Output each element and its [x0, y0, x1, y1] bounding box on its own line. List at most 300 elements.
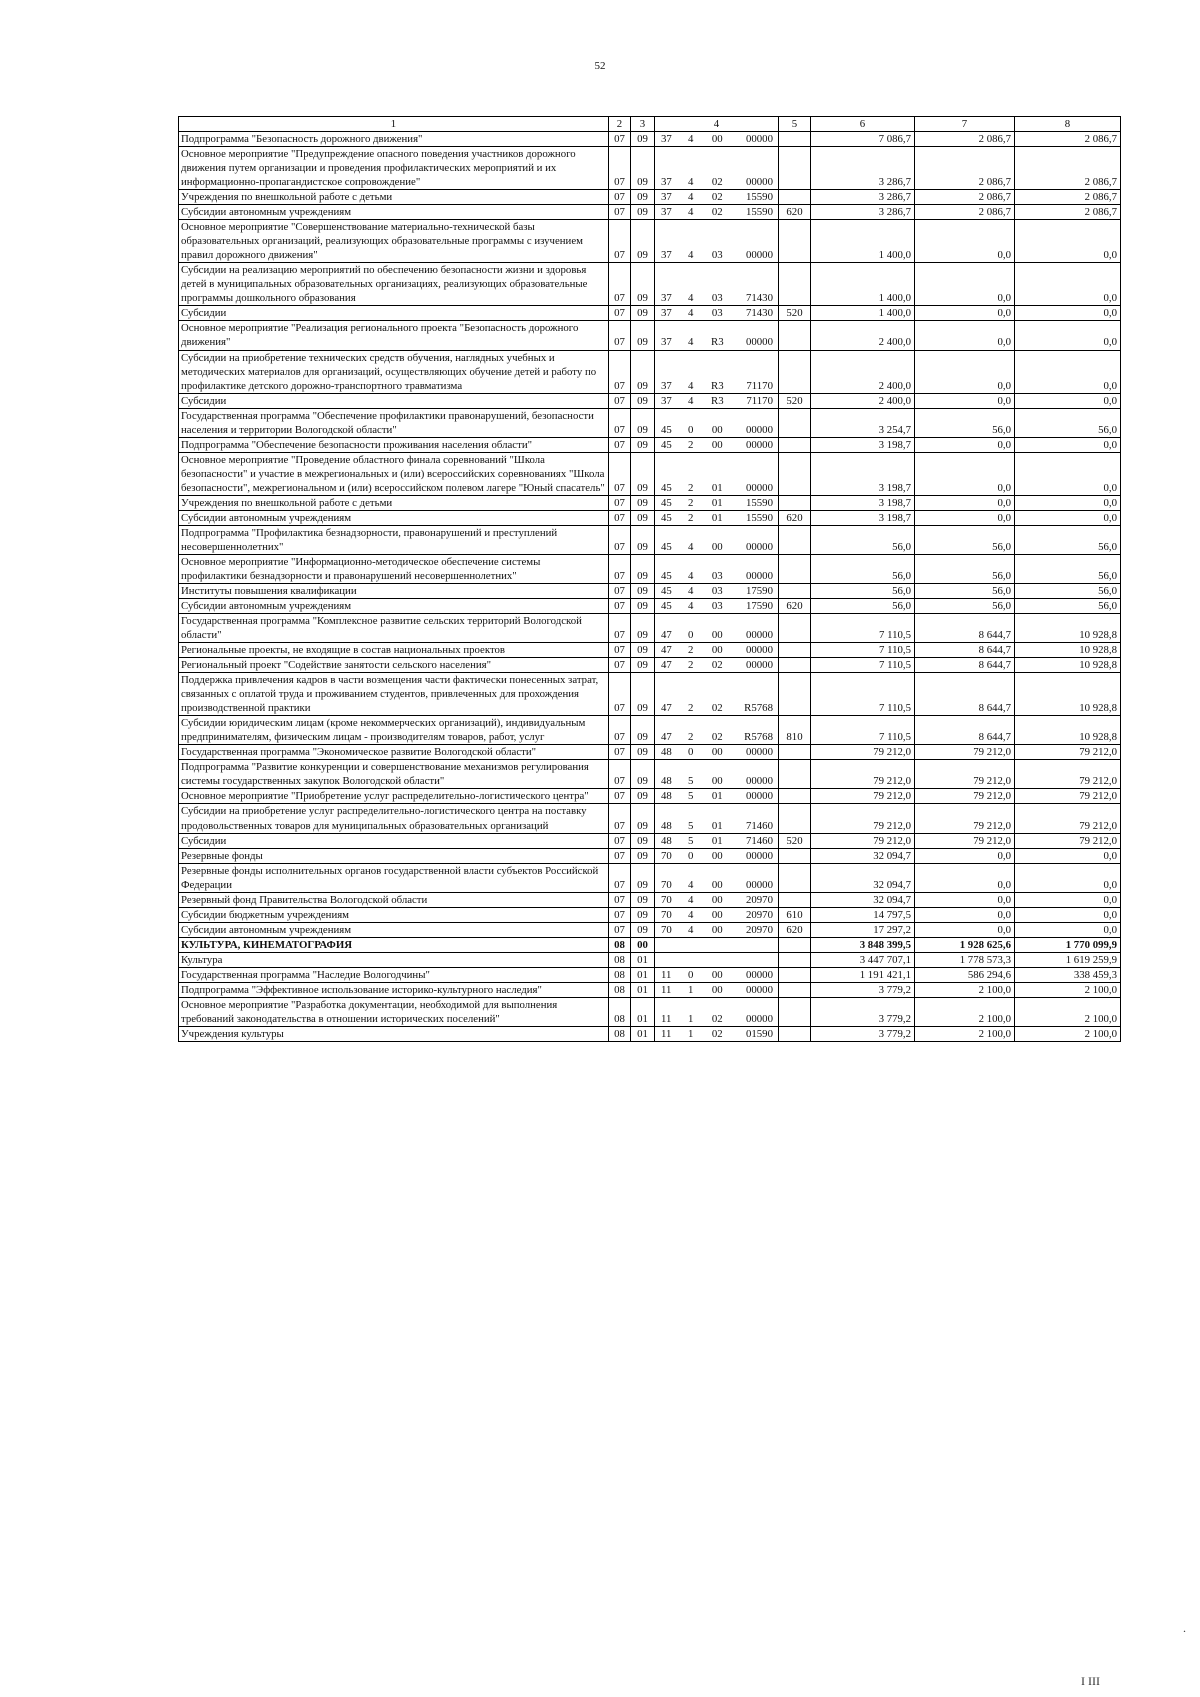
section-code: 07 [609, 614, 631, 643]
table-row [179, 306, 1121, 321]
target-article-part: 48 [661, 819, 672, 832]
row-name: Региональный проект "Содействие занятости сельского населения" [179, 658, 609, 673]
amount-col-8: 0,0 [1015, 220, 1121, 263]
row-name: Поддержка привлечения кадров в части возмещения части фактически понесенных затрат, связанных с оплатой труда и проживанием студентов, привлеченных для прохождения производственной практики [179, 673, 609, 716]
target-article-code [655, 554, 779, 583]
expense-type-code: 610 [779, 907, 811, 922]
target-article-code [655, 804, 779, 833]
target-article-code [655, 789, 779, 804]
page-number: 52 [594, 60, 606, 72]
amount-col-7: 56,0 [915, 584, 1015, 599]
amount-col-6: 7 086,7 [811, 132, 915, 147]
target-article-code [655, 673, 779, 716]
header-cell: 3 [631, 117, 655, 132]
table-row [179, 408, 1121, 437]
target-article-part: 45 [661, 511, 672, 524]
table-row [179, 922, 1121, 937]
target-article-code [655, 321, 779, 350]
amount-col-6: 79 212,0 [811, 833, 915, 848]
amount-col-7: 0,0 [915, 321, 1015, 350]
amount-col-7: 0,0 [915, 263, 1015, 306]
section-code: 07 [609, 306, 631, 321]
target-article-part: 70 [661, 849, 672, 862]
row-name: Субсидии [179, 833, 609, 848]
target-article-part: 45 [661, 569, 672, 582]
target-article-part: 00000 [745, 249, 773, 262]
target-article-part: 2 [687, 438, 694, 451]
target-article-code [655, 306, 779, 321]
amount-col-6: 7 110,5 [811, 673, 915, 716]
target-article-part: 00000 [745, 775, 773, 788]
header-cell: 4 [655, 117, 779, 132]
expense-type-code [779, 789, 811, 804]
subsection-code: 09 [631, 848, 655, 863]
expense-type-code [779, 643, 811, 658]
amount-col-7: 0,0 [915, 848, 1015, 863]
target-article-part: 1 [687, 1027, 694, 1040]
section-code: 08 [609, 1026, 631, 1041]
table-row [179, 833, 1121, 848]
row-name: Субсидии на приобретение технических средств обучения, наглядных учебных и методических материалов для организаций, осуществляющих обучение детей и работу по профилактике детского дорожно-транспортного травматизма [179, 350, 609, 393]
target-article-part: 02 [711, 1012, 723, 1025]
amount-col-7: 586 294,6 [915, 967, 1015, 982]
table-row [179, 848, 1121, 863]
subsection-code: 09 [631, 863, 655, 892]
target-article-part: 15590 [745, 191, 773, 204]
amount-col-6: 79 212,0 [811, 745, 915, 760]
section-code: 07 [609, 643, 631, 658]
target-article-code [655, 599, 779, 614]
row-name: Основное мероприятие "Совершенствование материально-технической базы образовательных организаций, реализующих образовательные программы с изучением правил дорожного движения" [179, 220, 609, 263]
target-article-part: 37 [661, 206, 672, 219]
expense-type-code [779, 408, 811, 437]
row-name: Учреждения по внешкольной работе с детьми [179, 190, 609, 205]
target-article-part: 00000 [745, 746, 773, 759]
subsection-code: 09 [631, 350, 655, 393]
target-article-part: 00000 [745, 644, 773, 657]
expense-type-code [779, 350, 811, 393]
target-article-code [655, 937, 779, 952]
expense-type-code: 520 [779, 393, 811, 408]
target-article-code [655, 1026, 779, 1041]
amount-col-7: 0,0 [915, 350, 1015, 393]
target-article-part: 00000 [745, 336, 773, 349]
subsection-code: 09 [631, 132, 655, 147]
section-code: 07 [609, 848, 631, 863]
target-article-code [655, 952, 779, 967]
target-article-part: 11 [661, 983, 672, 996]
target-article-part: 5 [687, 819, 694, 832]
amount-col-6: 2 400,0 [811, 393, 915, 408]
amount-col-8: 338 459,3 [1015, 967, 1121, 982]
table-row [179, 863, 1121, 892]
row-name: Государственная программа "Обеспечение профилактики правонарушений, безопасности населения и территории Вологодской области" [179, 408, 609, 437]
target-article-part: 45 [661, 540, 672, 553]
target-article-part: R3 [711, 379, 724, 392]
target-article-part: 01 [711, 481, 723, 494]
target-article-part: 2 [687, 659, 694, 672]
amount-col-6: 3 286,7 [811, 190, 915, 205]
amount-col-8: 10 928,8 [1015, 658, 1121, 673]
target-article-part: 00000 [745, 438, 773, 451]
header-cell: 2 [609, 117, 631, 132]
target-article-part: 00 [711, 775, 723, 788]
subsection-code: 09 [631, 147, 655, 190]
target-article-code [655, 833, 779, 848]
section-code: 08 [609, 982, 631, 997]
target-article-code [655, 614, 779, 643]
row-name: Региональные проекты, не входящие в состав национальных проектов [179, 643, 609, 658]
amount-col-6: 2 400,0 [811, 321, 915, 350]
target-article-code [655, 350, 779, 393]
amount-col-8: 10 928,8 [1015, 716, 1121, 745]
table-row [179, 437, 1121, 452]
table-row [179, 804, 1121, 833]
row-name: Субсидии юридическим лицам (кроме некоммерческих организаций), индивидуальным предпринимателям, физическим лицам - производителям товаров, работ, услуг [179, 716, 609, 745]
section-code: 07 [609, 190, 631, 205]
target-article-part: 00000 [745, 176, 773, 189]
row-name: Учреждения культуры [179, 1026, 609, 1041]
amount-col-7: 2 100,0 [915, 982, 1015, 997]
target-article-part: 47 [661, 659, 672, 672]
amount-col-8: 1 770 099,9 [1015, 937, 1121, 952]
subsection-code: 09 [631, 614, 655, 643]
target-article-part: 4 [687, 540, 694, 553]
amount-col-7: 56,0 [915, 599, 1015, 614]
target-article-part: 5 [687, 834, 694, 847]
amount-col-7: 79 212,0 [915, 760, 1015, 789]
header-cell: 5 [779, 117, 811, 132]
section-code: 07 [609, 132, 631, 147]
table-row [179, 132, 1121, 147]
amount-col-7: 79 212,0 [915, 745, 1015, 760]
expense-type-code [779, 760, 811, 789]
expense-type-code: 620 [779, 510, 811, 525]
row-name: Основное мероприятие "Проведение областного финала соревнований "Школа безопасности" и участие в межрегиональных и (или) всероссийских соревнованиях "Школа безопасности", межрегиональном и (или) всероссийском полевом лагере "Юный спасатель" [179, 452, 609, 495]
target-article-part: 45 [661, 481, 672, 494]
target-article-part: 00000 [745, 133, 773, 146]
subsection-code: 09 [631, 760, 655, 789]
target-article-part: 00 [711, 423, 723, 436]
subsection-code: 00 [631, 937, 655, 952]
target-article-part: 20970 [745, 908, 773, 921]
amount-col-8: 79 212,0 [1015, 789, 1121, 804]
table-row [179, 907, 1121, 922]
target-article-part: 48 [661, 834, 672, 847]
amount-col-8: 2 086,7 [1015, 147, 1121, 190]
expense-type-code [779, 997, 811, 1026]
expense-type-code [779, 892, 811, 907]
amount-col-7: 1 928 625,6 [915, 937, 1015, 952]
target-article-part: 03 [711, 307, 723, 320]
table-row [179, 510, 1121, 525]
target-article-part: 00000 [745, 1012, 773, 1025]
row-name: Субсидии на реализацию мероприятий по обеспечению безопасности жизни и здоровья детей в муниципальных образовательных организациях, реализующих образовательные программы дошкольного образования [179, 263, 609, 306]
target-article-part: 37 [661, 307, 672, 320]
expense-type-code [779, 614, 811, 643]
target-article-part: R3 [711, 394, 724, 407]
target-article-part: 17590 [745, 600, 773, 613]
target-article-code [655, 584, 779, 599]
row-name: Культура [179, 952, 609, 967]
target-article-part: 00000 [745, 569, 773, 582]
section-code: 07 [609, 716, 631, 745]
section-code: 08 [609, 952, 631, 967]
table-row [179, 643, 1121, 658]
amount-col-7: 8 644,7 [915, 643, 1015, 658]
amount-col-8: 0,0 [1015, 306, 1121, 321]
amount-col-8: 79 212,0 [1015, 833, 1121, 848]
amount-col-7: 79 212,0 [915, 833, 1015, 848]
target-article-part: 00 [711, 133, 723, 146]
section-code: 07 [609, 745, 631, 760]
row-name: Государственная программа "Экономическое развитие Вологодской области" [179, 745, 609, 760]
section-code: 07 [609, 263, 631, 306]
target-article-part: 4 [687, 176, 694, 189]
target-article-part: 03 [711, 585, 723, 597]
expense-type-code [779, 437, 811, 452]
target-article-part: 47 [661, 629, 672, 642]
target-article-part: 71460 [745, 819, 773, 832]
target-article-part: 03 [711, 600, 723, 613]
subsection-code: 09 [631, 599, 655, 614]
section-code: 07 [609, 554, 631, 583]
section-code: 07 [609, 922, 631, 937]
amount-col-8: 0,0 [1015, 922, 1121, 937]
target-article-part: 00000 [745, 659, 773, 672]
target-article-part: 47 [661, 702, 672, 715]
target-article-part: 4 [687, 292, 694, 305]
amount-col-6: 32 094,7 [811, 863, 915, 892]
amount-col-6: 3 779,2 [811, 997, 915, 1026]
amount-col-8: 0,0 [1015, 350, 1121, 393]
expense-type-code [779, 132, 811, 147]
target-article-part: 4 [687, 379, 694, 392]
amount-col-7: 79 212,0 [915, 804, 1015, 833]
target-article-part: 37 [661, 336, 672, 349]
target-article-code [655, 437, 779, 452]
target-article-part: 45 [661, 585, 672, 597]
amount-col-7: 2 086,7 [915, 147, 1015, 190]
target-article-code [655, 263, 779, 306]
target-article-part: 00000 [745, 481, 773, 494]
target-article-part: 71430 [745, 292, 773, 305]
target-article-part: 00000 [745, 878, 773, 891]
amount-col-6: 3 198,7 [811, 495, 915, 510]
header-row [179, 117, 1121, 132]
row-name: Субсидии на приобретение услуг распределительно-логистического центра на поставку продовольственных товаров для муниципальных образовательных организаций [179, 804, 609, 833]
table-row [179, 263, 1121, 306]
expense-type-code: 520 [779, 306, 811, 321]
target-article-part: 00 [711, 908, 723, 921]
target-article-part: 00000 [745, 423, 773, 436]
target-article-code [655, 205, 779, 220]
amount-col-7: 0,0 [915, 220, 1015, 263]
amount-col-6: 3 198,7 [811, 510, 915, 525]
target-article-part: 17590 [745, 585, 773, 597]
target-article-code [655, 147, 779, 190]
target-article-part: 5 [687, 775, 694, 788]
subsection-code: 01 [631, 1026, 655, 1041]
amount-col-8: 56,0 [1015, 554, 1121, 583]
target-article-part: 00 [711, 893, 723, 906]
target-article-part: 00 [711, 644, 723, 657]
amount-col-7: 1 778 573,3 [915, 952, 1015, 967]
amount-col-7: 2 100,0 [915, 997, 1015, 1026]
expense-type-code [779, 525, 811, 554]
subsection-code: 09 [631, 408, 655, 437]
row-name: Государственная программа "Наследие Вологодчины" [179, 967, 609, 982]
target-article-part: 37 [661, 133, 672, 146]
expense-type-code [779, 848, 811, 863]
subsection-code: 01 [631, 997, 655, 1026]
table-row [179, 147, 1121, 190]
amount-col-6: 14 797,5 [811, 907, 915, 922]
section-code: 07 [609, 584, 631, 599]
target-article-part: 0 [687, 968, 694, 981]
expense-type-code [779, 745, 811, 760]
target-article-part: 00 [711, 983, 723, 996]
table-row [179, 937, 1121, 952]
table-row [179, 673, 1121, 716]
target-article-part: 00 [711, 629, 723, 642]
target-article-part: 4 [687, 206, 694, 219]
header-cell: 8 [1015, 117, 1121, 132]
amount-col-7: 8 644,7 [915, 716, 1015, 745]
amount-col-6: 7 110,5 [811, 716, 915, 745]
target-article-code [655, 922, 779, 937]
target-article-part: 70 [661, 878, 672, 891]
target-article-part: 00 [711, 923, 723, 936]
subsection-code: 09 [631, 525, 655, 554]
target-article-part: 37 [661, 292, 672, 305]
target-article-part: 00000 [745, 968, 773, 981]
subsection-code: 09 [631, 643, 655, 658]
section-code: 07 [609, 147, 631, 190]
amount-col-8: 0,0 [1015, 848, 1121, 863]
amount-col-8: 56,0 [1015, 525, 1121, 554]
target-article-part: 71430 [745, 307, 773, 320]
amount-col-8: 0,0 [1015, 452, 1121, 495]
target-article-code [655, 892, 779, 907]
table-row [179, 716, 1121, 745]
amount-col-6: 1 191 421,1 [811, 967, 915, 982]
section-code: 07 [609, 393, 631, 408]
scan-marks: I III [1081, 1674, 1100, 1688]
table-row [179, 393, 1121, 408]
amount-col-7: 0,0 [915, 495, 1015, 510]
target-article-part: 2 [687, 731, 694, 744]
target-article-part: 01 [711, 511, 723, 524]
amount-col-6: 7 110,5 [811, 658, 915, 673]
amount-col-7: 56,0 [915, 525, 1015, 554]
target-article-part: 4 [687, 908, 694, 921]
target-article-part: 20970 [745, 923, 773, 936]
target-article-part: 71460 [745, 834, 773, 847]
amount-col-8: 0,0 [1015, 393, 1121, 408]
amount-col-7: 0,0 [915, 306, 1015, 321]
target-article-part: 0 [687, 746, 694, 759]
amount-col-7: 56,0 [915, 408, 1015, 437]
amount-col-8: 1 619 259,9 [1015, 952, 1121, 967]
row-name: Основное мероприятие "Предупреждение опасного поведения участников дорожного движения путем организации и проведения профилактических мероприятий и их информационно-пропагандистское сопровождение" [179, 147, 609, 190]
row-name: Субсидии [179, 393, 609, 408]
target-article-part: 0 [687, 423, 694, 436]
subsection-code: 01 [631, 967, 655, 982]
target-article-part: 47 [661, 644, 672, 657]
table-row [179, 952, 1121, 967]
row-name: Субсидии автономным учреждениям [179, 205, 609, 220]
target-article-part: 45 [661, 438, 672, 451]
target-article-part: 4 [687, 893, 694, 906]
amount-col-8: 10 928,8 [1015, 673, 1121, 716]
amount-col-7: 0,0 [915, 892, 1015, 907]
target-article-part: 1 [687, 983, 694, 996]
target-article-part: 4 [687, 600, 694, 613]
amount-col-7: 2 086,7 [915, 190, 1015, 205]
amount-col-8: 2 100,0 [1015, 997, 1121, 1026]
amount-col-8: 0,0 [1015, 863, 1121, 892]
target-article-part: 37 [661, 379, 672, 392]
target-article-part: 01 [711, 496, 723, 509]
row-name: Субсидии [179, 306, 609, 321]
target-article-part: 00 [711, 878, 723, 891]
target-article-code [655, 393, 779, 408]
expense-type-code: 810 [779, 716, 811, 745]
table-row [179, 760, 1121, 789]
row-name: Субсидии автономным учреждениям [179, 510, 609, 525]
amount-col-6: 3 447 707,1 [811, 952, 915, 967]
target-article-code [655, 132, 779, 147]
amount-col-6: 3 198,7 [811, 437, 915, 452]
amount-col-8: 2 100,0 [1015, 982, 1121, 997]
target-article-part: 5 [687, 790, 694, 803]
target-article-part: 4 [687, 133, 694, 146]
expense-type-code [779, 495, 811, 510]
target-article-part: 48 [661, 746, 672, 759]
expense-type-code [779, 937, 811, 952]
amount-col-7: 0,0 [915, 863, 1015, 892]
target-article-code [655, 525, 779, 554]
section-code: 07 [609, 789, 631, 804]
table-row [179, 452, 1121, 495]
target-article-part: 4 [687, 191, 694, 204]
amount-col-8: 0,0 [1015, 437, 1121, 452]
subsection-code: 09 [631, 584, 655, 599]
table-row [179, 982, 1121, 997]
amount-col-8: 79 212,0 [1015, 745, 1121, 760]
amount-col-7: 8 644,7 [915, 673, 1015, 716]
amount-col-7: 0,0 [915, 452, 1015, 495]
subsection-code: 01 [631, 952, 655, 967]
target-article-part: 45 [661, 496, 672, 509]
subsection-code: 09 [631, 437, 655, 452]
amount-col-7: 56,0 [915, 554, 1015, 583]
section-code: 07 [609, 350, 631, 393]
target-article-part: 00000 [745, 849, 773, 862]
target-article-part: 02 [711, 702, 723, 715]
target-article-part: 03 [711, 249, 723, 262]
table-row [179, 1026, 1121, 1041]
table-row [179, 892, 1121, 907]
amount-col-7: 2 100,0 [915, 1026, 1015, 1041]
target-article-part: 00000 [745, 629, 773, 642]
budget-table [178, 116, 1121, 1042]
subsection-code: 09 [631, 922, 655, 937]
subsection-code: 09 [631, 554, 655, 583]
target-article-part: 15590 [745, 496, 773, 509]
expense-type-code: 520 [779, 833, 811, 848]
